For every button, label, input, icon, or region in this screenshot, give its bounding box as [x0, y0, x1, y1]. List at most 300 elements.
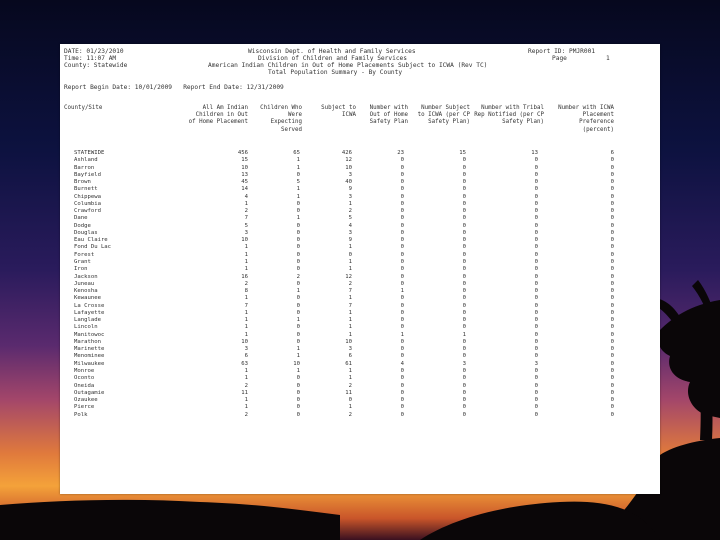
- table-cell: 0: [400, 237, 404, 244]
- table-cell: 5: [348, 215, 352, 222]
- table-cell: 1: [462, 331, 466, 338]
- table-cell: 6: [348, 353, 352, 360]
- table-cell: 2: [348, 411, 352, 418]
- table-row: [74, 368, 654, 375]
- county-name: Dane: [74, 215, 88, 222]
- table-row: [74, 186, 654, 193]
- table-cell: 0: [610, 302, 614, 309]
- table-cell: 0: [610, 382, 614, 389]
- table-row: [74, 332, 654, 339]
- table-cell: 0: [296, 382, 300, 389]
- report-date: DATE: 01/23/2010: [64, 48, 124, 55]
- table-row: [74, 346, 654, 353]
- table-cell: 8: [244, 288, 248, 295]
- table-cell: 0: [400, 375, 404, 382]
- table-cell: 0: [462, 324, 466, 331]
- table-cell: 5: [244, 222, 248, 229]
- table-cell: 3: [462, 360, 466, 367]
- table-cell: 0: [400, 280, 404, 287]
- table-cell: 0: [534, 171, 538, 178]
- table-cell: 0: [534, 215, 538, 222]
- table-cell: 0: [534, 273, 538, 280]
- county-name: Iron: [74, 266, 88, 273]
- table-cell: 1: [244, 244, 248, 251]
- county-name: Jackson: [74, 273, 98, 280]
- table-cell: 0: [400, 346, 404, 353]
- table-cell: 0: [400, 171, 404, 178]
- table-cell: 0: [296, 389, 300, 396]
- table-cell: 0: [462, 338, 466, 345]
- table-cell: 0: [534, 375, 538, 382]
- table-cell: 0: [610, 309, 614, 316]
- table-cell: 0: [296, 411, 300, 418]
- page-number: 1: [606, 55, 610, 62]
- table-cell: 10: [293, 360, 300, 367]
- table-cell: 3: [348, 193, 352, 200]
- table-cell: 0: [610, 229, 614, 236]
- table-cell: 1: [348, 200, 352, 207]
- table-cell: 0: [610, 331, 614, 338]
- table-row: [74, 324, 654, 331]
- table-cell: 7: [244, 302, 248, 309]
- table-cell: 1: [348, 258, 352, 265]
- table-cell: 0: [296, 404, 300, 411]
- table-row: [74, 266, 654, 273]
- county-name: Outagamie: [74, 389, 105, 396]
- table-cell: 1: [296, 288, 300, 295]
- county-name: Columbia: [74, 200, 101, 207]
- table-cell: 0: [462, 229, 466, 236]
- table-row: [74, 375, 654, 382]
- table-cell: 0: [610, 288, 614, 295]
- table-cell: 0: [534, 164, 538, 171]
- table-cell: 7: [348, 288, 352, 295]
- table-cell: 0: [534, 157, 538, 164]
- table-cell: 0: [400, 382, 404, 389]
- table-cell: 3: [244, 229, 248, 236]
- table-cell: 2: [244, 411, 248, 418]
- table-row: [74, 397, 654, 404]
- county-name: Marinette: [74, 346, 105, 353]
- table-cell: 1: [244, 375, 248, 382]
- table-cell: 0: [348, 251, 352, 258]
- table-cell: 1: [296, 157, 300, 164]
- table-cell: 0: [462, 164, 466, 171]
- table-cell: 0: [462, 193, 466, 200]
- table-cell: 0: [296, 338, 300, 345]
- table-cell: 0: [400, 157, 404, 164]
- table-cell: 3: [348, 229, 352, 236]
- table-cell: 1: [296, 215, 300, 222]
- report-title: American Indian Children in Out of Home Placements Subject to ICWA (Rev TC): [208, 62, 488, 69]
- table-cell: 0: [610, 237, 614, 244]
- table-cell: 10: [241, 237, 248, 244]
- table-cell: 0: [610, 244, 614, 251]
- table-cell: 2: [348, 382, 352, 389]
- table-cell: 0: [462, 157, 466, 164]
- table-cell: 0: [534, 251, 538, 258]
- table-row: [74, 404, 654, 411]
- table-row: [74, 383, 654, 390]
- table-cell: 0: [534, 208, 538, 215]
- table-cell: 0: [400, 317, 404, 324]
- table-cell: 0: [400, 215, 404, 222]
- county-name: Kenosha: [74, 288, 98, 295]
- table-cell: 0: [462, 244, 466, 251]
- table-cell: 0: [534, 222, 538, 229]
- report-time: Time: 11:07 AM: [64, 55, 117, 62]
- table-cell: 0: [534, 331, 538, 338]
- table-cell: 0: [462, 382, 466, 389]
- table-cell: 0: [296, 244, 300, 251]
- table-cell: 16: [241, 273, 248, 280]
- table-cell: 0: [400, 389, 404, 396]
- county-name: STATEWIDE: [74, 150, 105, 156]
- table-cell: 0: [534, 353, 538, 360]
- table-row: [74, 194, 654, 201]
- table-cell: 10: [345, 164, 352, 171]
- table-cell: 0: [462, 237, 466, 244]
- table-cell: 0: [296, 200, 300, 207]
- table-cell: 4: [400, 360, 404, 367]
- table-cell: 1: [244, 258, 248, 265]
- table-row: [74, 295, 654, 302]
- table-cell: 0: [296, 302, 300, 309]
- table-cell: 0: [296, 375, 300, 382]
- table-row: [74, 201, 654, 208]
- table-cell: 0: [610, 215, 614, 222]
- table-cell: 1: [244, 367, 248, 374]
- table-cell: 0: [462, 367, 466, 374]
- table-cell: 6: [610, 150, 614, 156]
- table-cell: 0: [610, 164, 614, 171]
- table-cell: 0: [462, 353, 466, 360]
- table-cell: 0: [534, 244, 538, 251]
- table-cell: 0: [462, 295, 466, 302]
- table-cell: 0: [534, 295, 538, 302]
- table-cell: 0: [400, 411, 404, 418]
- table-cell: 4: [348, 222, 352, 229]
- table-cell: 0: [400, 302, 404, 309]
- table-cell: 0: [462, 222, 466, 229]
- table-cell: 0: [400, 338, 404, 345]
- county-name: Fond Du Lac: [74, 244, 112, 251]
- report-id: Report ID: PMJR001: [528, 48, 596, 55]
- table-cell: 0: [296, 237, 300, 244]
- county-name: Chippewa: [74, 193, 101, 200]
- table-cell: 0: [534, 411, 538, 418]
- table-cell: 3: [348, 171, 352, 178]
- table-row: [74, 390, 654, 397]
- table-cell: 0: [400, 251, 404, 258]
- table-cell: 0: [462, 404, 466, 411]
- table-cell: 0: [400, 222, 404, 229]
- table-cell: 63: [241, 360, 248, 367]
- county-name: Burnett: [74, 186, 98, 193]
- report-subtitle: Total Population Summary - By County: [268, 69, 403, 76]
- table-cell: 0: [610, 367, 614, 374]
- table-cell: 1: [244, 200, 248, 207]
- table-cell: 0: [296, 229, 300, 236]
- table-cell: 1: [348, 324, 352, 331]
- col-header-safety-plan: Number with Out of Home Safety Plan: [369, 105, 408, 126]
- table-cell: 0: [296, 309, 300, 316]
- table-cell: 61: [345, 360, 352, 367]
- table-cell: 1: [400, 331, 404, 338]
- table-row: [74, 223, 654, 230]
- table-cell: 0: [296, 251, 300, 258]
- table-row: [74, 215, 654, 222]
- table-cell: 0: [610, 360, 614, 367]
- county-name: Kewaunee: [74, 295, 101, 302]
- table-cell: 0: [610, 208, 614, 215]
- county-name: Crawford: [74, 208, 101, 215]
- table-cell: 0: [462, 317, 466, 324]
- table-cell: 0: [462, 389, 466, 396]
- county-name: Barron: [74, 164, 95, 171]
- table-cell: 0: [610, 404, 614, 411]
- table-cell: 6: [244, 353, 248, 360]
- table-cell: 9: [348, 186, 352, 193]
- table-cell: 0: [462, 309, 466, 316]
- table-cell: 0: [462, 346, 466, 353]
- county-name: Ozaukee: [74, 397, 98, 404]
- table-cell: 0: [534, 389, 538, 396]
- report-date-range: Report Begin Date: 10/01/2009 Report End Date: 12/31/2009: [64, 84, 284, 91]
- table-cell: 0: [462, 302, 466, 309]
- table-cell: 10: [345, 338, 352, 345]
- table-cell: 1: [244, 251, 248, 258]
- table-cell: 0: [534, 193, 538, 200]
- table-cell: 1: [244, 295, 248, 302]
- table-cell: 1: [348, 309, 352, 316]
- table-cell: 2: [348, 280, 352, 287]
- table-cell: 0: [610, 222, 614, 229]
- table-row: [74, 259, 654, 266]
- county-name: Douglas: [74, 229, 98, 236]
- table-cell: 0: [534, 200, 538, 207]
- page-label: Page: [552, 55, 567, 62]
- table-cell: 1: [244, 331, 248, 338]
- county-name: Grant: [74, 258, 91, 265]
- col-header-subject-icwa: Subject to ICWA: [321, 105, 356, 119]
- table-cell: 0: [400, 200, 404, 207]
- table-cell: 0: [400, 404, 404, 411]
- table-row: [74, 208, 654, 215]
- table-cell: 0: [534, 302, 538, 309]
- table-cell: 0: [610, 317, 614, 324]
- county-name: Monroe: [74, 367, 95, 374]
- table-cell: 0: [462, 288, 466, 295]
- table-cell: 1: [348, 295, 352, 302]
- table-cell: 0: [296, 324, 300, 331]
- table-cell: 0: [610, 266, 614, 273]
- table-cell: 1: [296, 317, 300, 324]
- table-cell: 15: [241, 157, 248, 164]
- table-cell: 5: [296, 179, 300, 186]
- table-cell: 1: [296, 353, 300, 360]
- table-row: [74, 317, 654, 324]
- table-cell: 0: [610, 273, 614, 280]
- table-row: [74, 230, 654, 237]
- table-cell: 0: [400, 208, 404, 215]
- table-cell: 0: [534, 229, 538, 236]
- table-cell: 0: [534, 179, 538, 186]
- table-cell: 456: [237, 150, 248, 156]
- table-cell: 2: [244, 382, 248, 389]
- table-cell: 0: [534, 266, 538, 273]
- table-cell: 11: [241, 389, 248, 396]
- table-cell: 0: [534, 367, 538, 374]
- table-cell: 0: [462, 171, 466, 178]
- table-row: [74, 165, 654, 172]
- col-header-subject-icwa-cp: Number Subject to ICWA (per CP Safety Plan): [417, 105, 470, 126]
- county-name: Dodge: [74, 222, 91, 229]
- table-cell: 0: [462, 375, 466, 382]
- table-row: [74, 281, 654, 288]
- table-cell: 0: [462, 200, 466, 207]
- report-agency: Wisconsin Dept. of Health and Family Services: [248, 48, 416, 55]
- table-cell: 0: [296, 266, 300, 273]
- county-name: Juneau: [74, 280, 95, 287]
- table-cell: 0: [610, 179, 614, 186]
- table-cell: 0: [610, 338, 614, 345]
- table-cell: 0: [610, 193, 614, 200]
- col-header-tribal-rep: Number with Tribal Rep Notified (per CP Safety Plan): [474, 105, 544, 126]
- table-cell: 0: [296, 171, 300, 178]
- table-cell: 0: [534, 346, 538, 353]
- table-cell: 7: [348, 302, 352, 309]
- table-cell: 12: [345, 157, 352, 164]
- table-cell: 1: [348, 266, 352, 273]
- table-cell: 0: [462, 273, 466, 280]
- table-cell: 0: [400, 309, 404, 316]
- table-cell: 0: [462, 280, 466, 287]
- table-row: [74, 237, 654, 244]
- county-name: Eau Claire: [74, 237, 108, 244]
- table-cell: 0: [462, 179, 466, 186]
- table-row: [74, 361, 654, 368]
- county-name: Lincoln: [74, 324, 98, 331]
- county-table: [74, 150, 654, 419]
- table-cell: 1: [244, 317, 248, 324]
- table-cell: 0: [610, 397, 614, 404]
- table-cell: 0: [400, 244, 404, 251]
- table-cell: 0: [534, 382, 538, 389]
- table-row: [74, 412, 654, 419]
- table-row: [74, 303, 654, 310]
- table-cell: 0: [400, 193, 404, 200]
- table-cell: 0: [296, 258, 300, 265]
- table-cell: 0: [296, 222, 300, 229]
- table-cell: 1: [244, 404, 248, 411]
- table-cell: 0: [534, 317, 538, 324]
- table-cell: 0: [534, 324, 538, 331]
- county-name: Marathon: [74, 338, 101, 345]
- county-name: Milwaukee: [74, 360, 105, 367]
- county-name: La Crosse: [74, 302, 105, 309]
- table-row: [74, 310, 654, 317]
- table-row: [74, 339, 654, 346]
- table-cell: 0: [610, 389, 614, 396]
- table-cell: 3: [348, 346, 352, 353]
- table-cell: 0: [296, 280, 300, 287]
- table-row: [74, 179, 654, 186]
- table-row: [74, 288, 654, 295]
- table-cell: 0: [534, 258, 538, 265]
- table-cell: 0: [296, 295, 300, 302]
- table-cell: 0: [610, 171, 614, 178]
- table-cell: 0: [534, 237, 538, 244]
- county-name: Polk: [74, 411, 88, 418]
- table-cell: 1: [244, 324, 248, 331]
- county-name: Menominee: [74, 353, 105, 360]
- table-cell: 0: [462, 208, 466, 215]
- table-cell: 0: [534, 397, 538, 404]
- table-row: [74, 244, 654, 251]
- table-cell: 10: [241, 338, 248, 345]
- county-name: Oneida: [74, 382, 95, 389]
- table-cell: 0: [534, 288, 538, 295]
- table-cell: 2: [348, 208, 352, 215]
- report-division: Division of Children and Family Services: [258, 55, 408, 62]
- table-cell: 4: [244, 193, 248, 200]
- table-cell: 0: [400, 186, 404, 193]
- table-cell: 0: [610, 280, 614, 287]
- table-cell: 10: [241, 164, 248, 171]
- table-cell: 0: [400, 273, 404, 280]
- table-row: [74, 150, 654, 157]
- table-cell: 0: [610, 411, 614, 418]
- report-page: [60, 44, 660, 494]
- table-cell: 1: [296, 186, 300, 193]
- table-cell: 2: [244, 280, 248, 287]
- col-header-expecting-served: Children Who Were Expecting Served: [260, 105, 302, 133]
- table-cell: 0: [462, 251, 466, 258]
- table-cell: 0: [400, 266, 404, 273]
- col-header-all-am-indian: All Am Indian Children in Out of Home Placement: [188, 105, 248, 126]
- county-name: Pierce: [74, 404, 95, 411]
- table-cell: 12: [345, 273, 352, 280]
- table-cell: 0: [462, 411, 466, 418]
- table-cell: 1: [348, 367, 352, 374]
- county-name: Brown: [74, 179, 91, 186]
- table-cell: 0: [400, 179, 404, 186]
- county-name: Ashland: [74, 157, 98, 164]
- table-cell: 0: [400, 353, 404, 360]
- table-cell: 1: [348, 317, 352, 324]
- table-row: [74, 274, 654, 281]
- county-name: Langlade: [74, 317, 101, 324]
- table-cell: 1: [348, 375, 352, 382]
- table-row: [74, 252, 654, 259]
- table-cell: 0: [462, 258, 466, 265]
- col-header-placement-pref: Number with ICWA Placement Preference (percent): [558, 105, 614, 133]
- table-cell: 2: [296, 273, 300, 280]
- table-cell: 0: [400, 397, 404, 404]
- table-cell: 15: [459, 150, 466, 156]
- table-cell: 0: [610, 295, 614, 302]
- table-cell: 1: [296, 346, 300, 353]
- table-cell: 0: [296, 331, 300, 338]
- report-county: County: Statewide: [64, 62, 128, 69]
- table-cell: 1: [348, 331, 352, 338]
- table-cell: 0: [534, 280, 538, 287]
- table-cell: 13: [531, 150, 538, 156]
- table-cell: 0: [462, 186, 466, 193]
- table-cell: 0: [610, 157, 614, 164]
- table-cell: 65: [293, 150, 300, 156]
